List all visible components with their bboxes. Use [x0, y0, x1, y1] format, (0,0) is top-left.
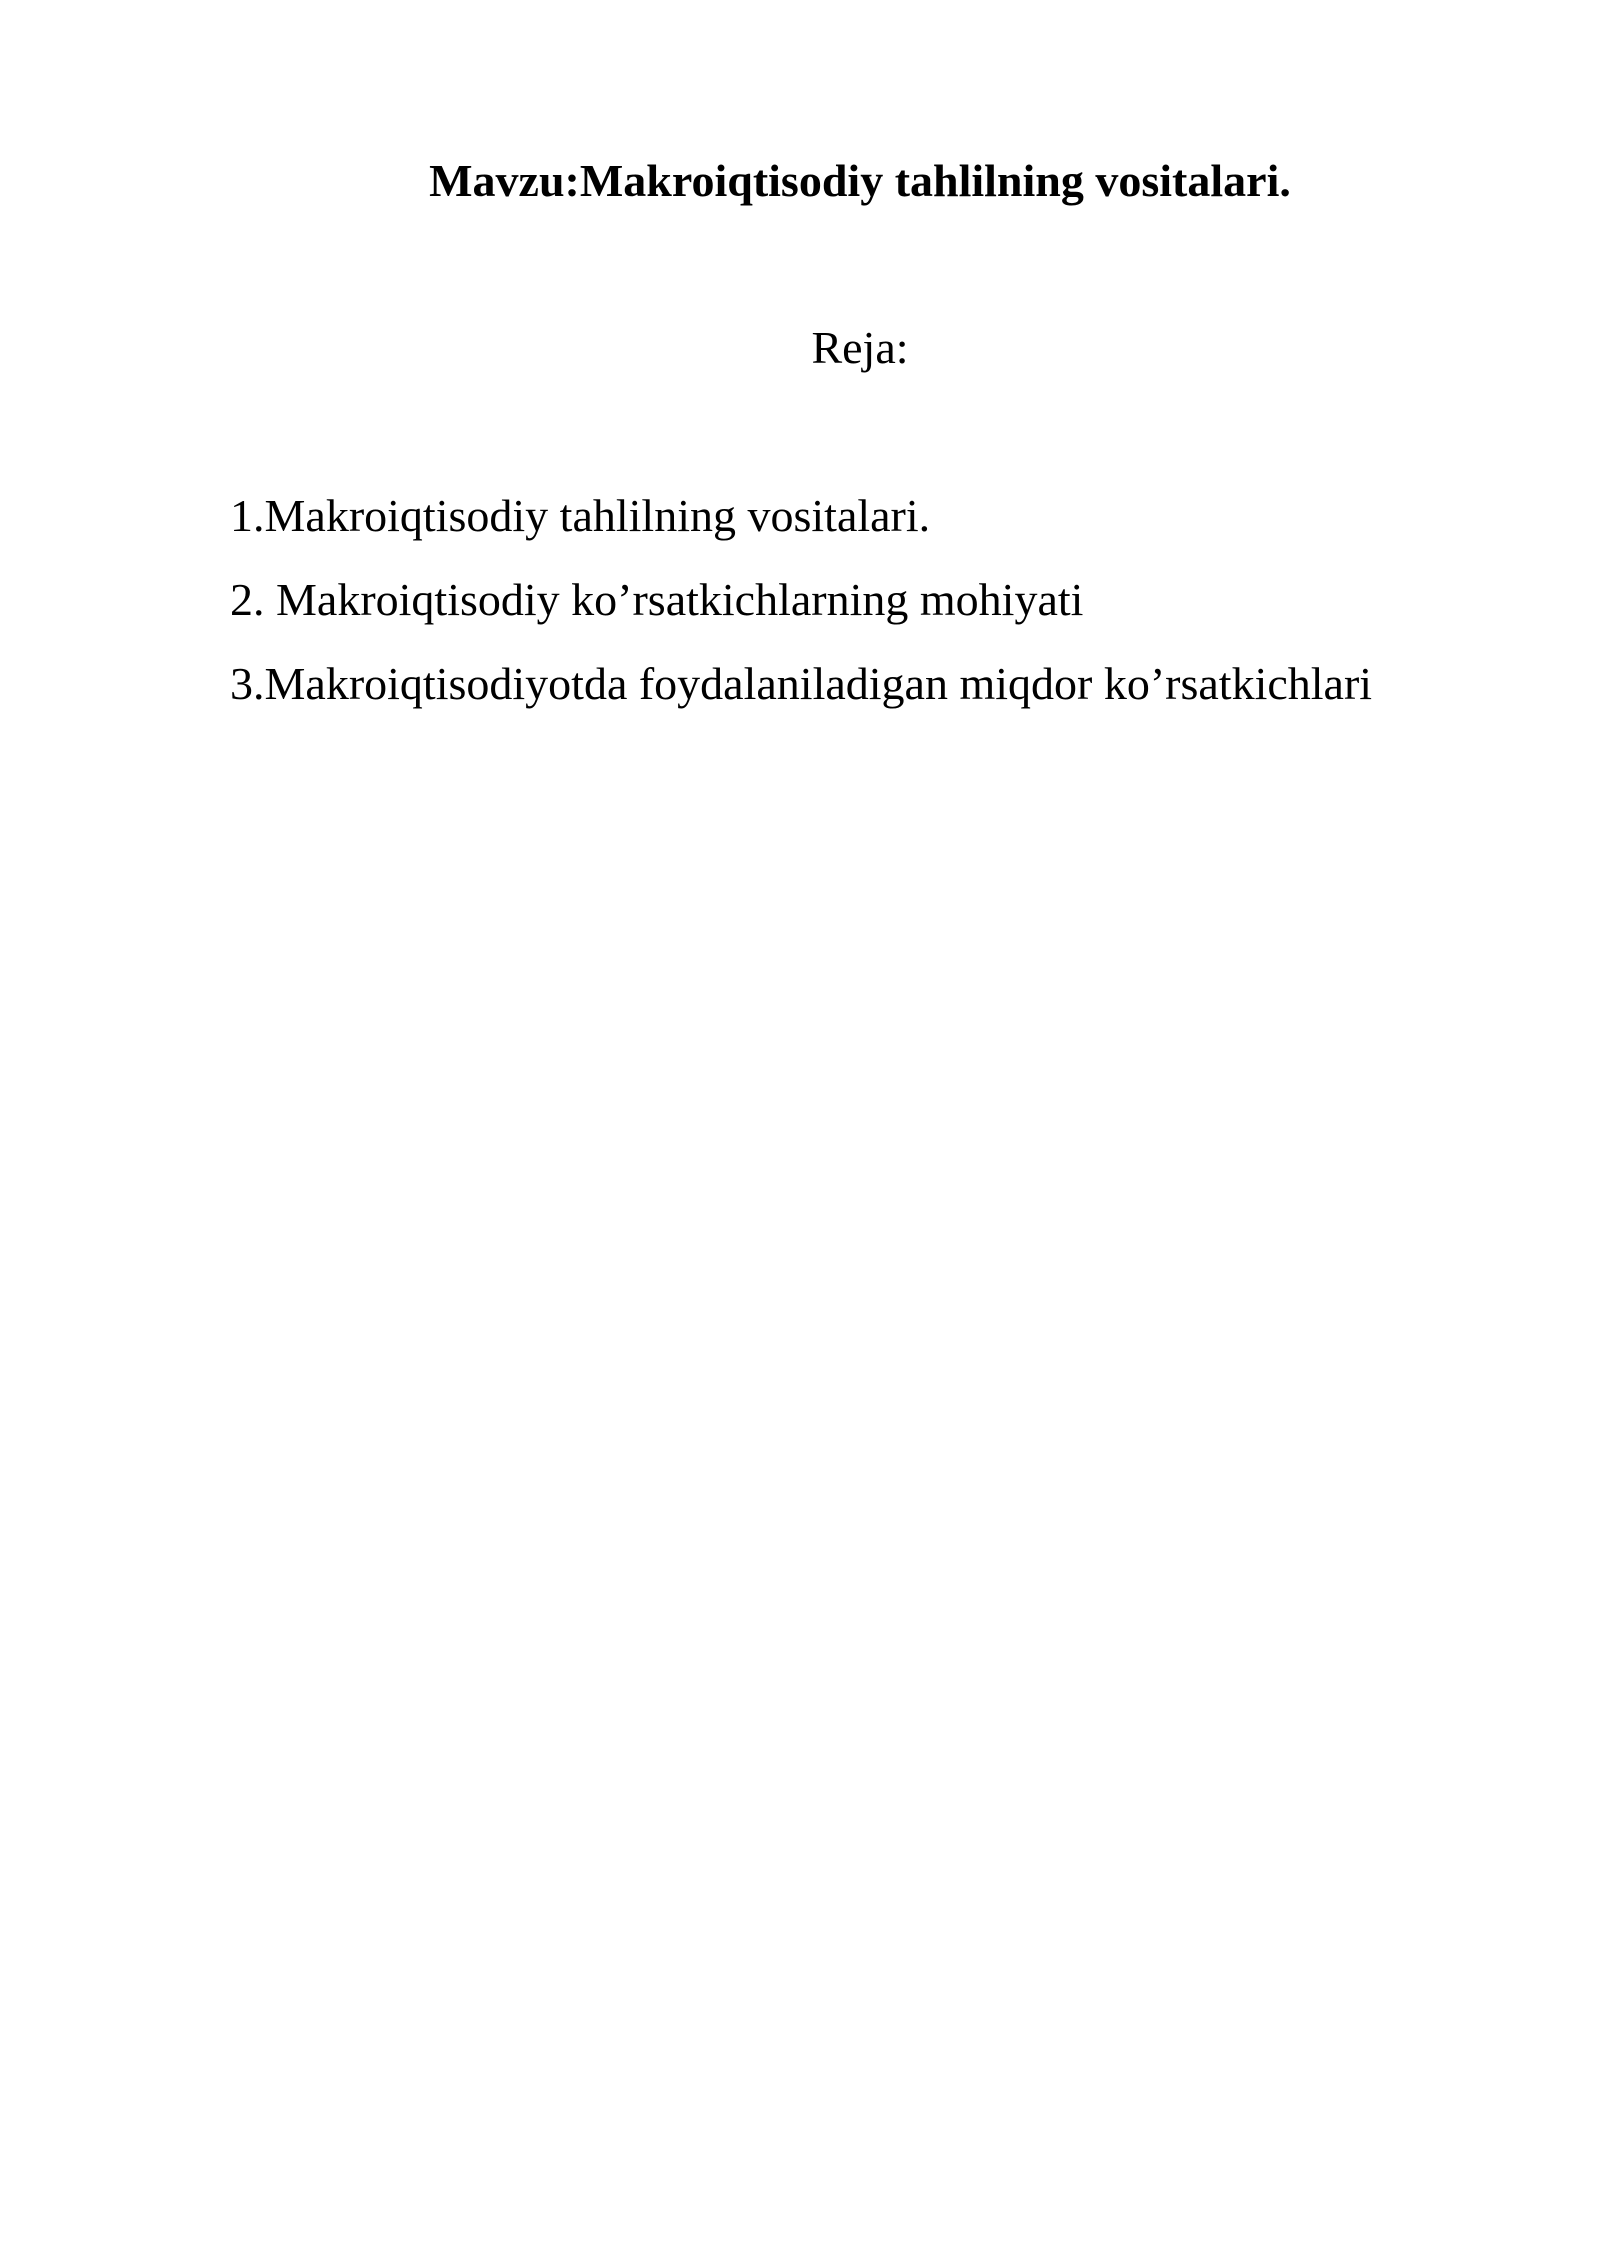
document-title: Mavzu:Makroiqtisodiy tahlilning vositalari.: [429, 155, 1291, 206]
plan-item: 3.Makroiqtisodiyotda foydalaniladigan miqdor ko’rsatkichlari: [230, 658, 1373, 709]
plan-item: 1.Makroiqtisodiy tahlilning vositalari.: [230, 490, 931, 541]
plan-item: 2. Makroiqtisodiy ko’rsatkichlarning mohiyati: [230, 574, 1084, 625]
plan-heading: Reja:: [811, 322, 909, 373]
plan-list: [230, 486, 1490, 738]
